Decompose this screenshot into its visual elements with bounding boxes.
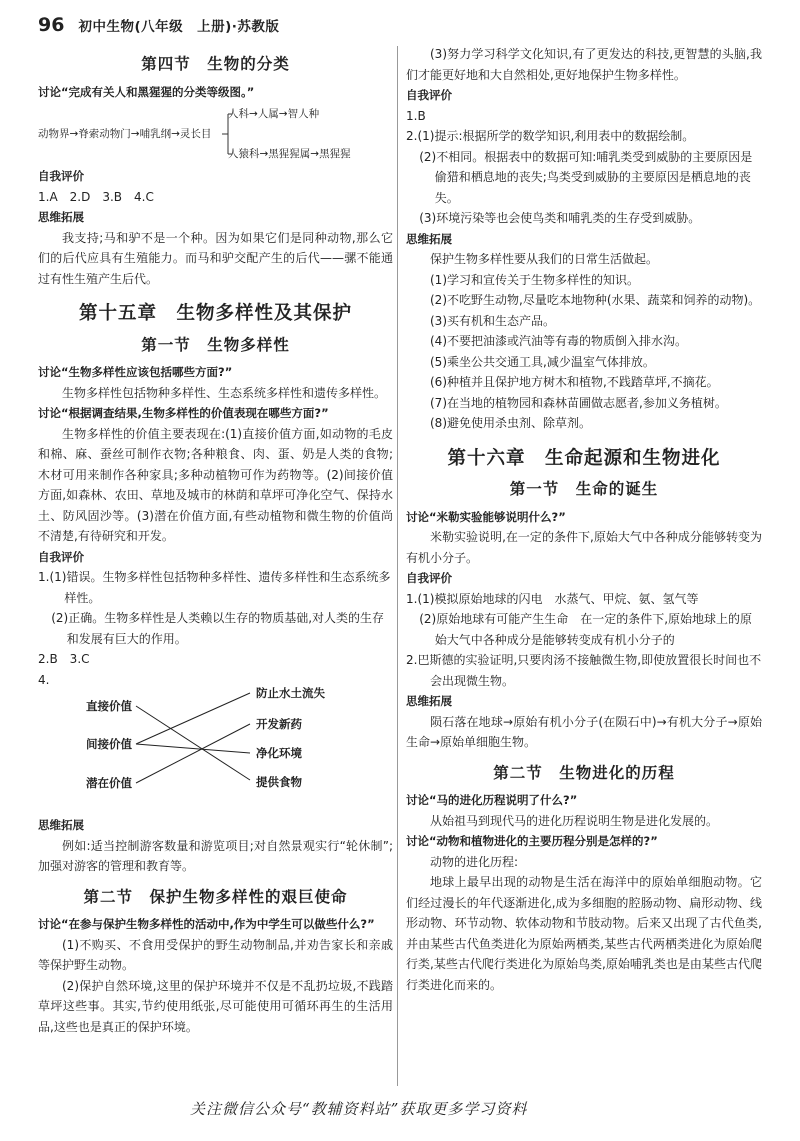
discussion-answer: (3)努力学习科学文化知识,有了更发达的科技,更智慧的头脑,我们才能更好地和大自然相处,更好地保护生物多样性。 (406, 47, 762, 82)
self-eval-label: 自我评价 (406, 571, 452, 585)
thinking-label: 思维拓展 (38, 818, 84, 832)
section-title: 第二节 生物进化的历程 (493, 763, 675, 782)
thinking-label: 思维拓展 (406, 694, 452, 708)
answer-item: 1.(1)模拟原始地球的闪电 水蒸气、甲烷、氨、氢气等 (406, 591, 699, 606)
footer-note: 关注微信公众号“教辅资料站”获取更多学习资料 (190, 1100, 528, 1118)
answers: 2.B 3.C (38, 652, 90, 666)
right-column (406, 44, 762, 995)
discussion-answer: 生物多样性的价值主要表现在:(1)直接价值方面,如动物的毛皮和棉、麻、蚕丝可制作衣物;各种粮食、肉、蛋、奶是人类的食物;木材可用来制作各种家具;多种动植物可作为药物等。(2)间接价值方面,如森林、农田、草地及城市的林荫和草坪可净化空气、保持水土、防风固沙等。(3)潜在价值方面,有些动植物和微生物的价值尚不清楚,有待研究和开发。 (38, 426, 393, 543)
use-medicine: 开发新药 (256, 717, 302, 731)
answer-item: 2.巴斯德的实验证明,只要肉汤不接触微生物,即使放置很长时间也不会出现微生物。 (406, 653, 762, 688)
thinking-label: 思维拓展 (406, 231, 452, 246)
thinking-label: 思维拓展 (38, 210, 84, 224)
answer-item: (3)环境污染等也会使鸟类和哺乳类的生存受到威胁。 (419, 211, 701, 225)
chapter-title: 第十六章 生命起源和生物进化 (447, 447, 721, 469)
value-indirect: 间接价值 (86, 737, 132, 751)
thinking-intro: 保护生物多样性要从我们的日常生活做起。 (430, 252, 659, 266)
answer-item: 1.(1)错误。生物多样性包括物种多样性、遗传多样性和生态系统多样性。 (38, 570, 391, 605)
use-environment: 净化环境 (256, 746, 302, 760)
page-header (38, 14, 279, 44)
discussion-question: 讨论“动物和植物进化的主要历程分别是怎样的?” (406, 834, 658, 848)
thinking-text: 我支持;马和驴不是一个种。因为如果它们是同种动物,那么它们的后代应具有生殖能力。而马和驴交配产生的后代——骡不能通过有性生殖产生后代。 (38, 230, 393, 286)
self-eval-label: 自我评价 (38, 169, 84, 183)
discussion-question: 讨论“生物多样性应该包括哪些方面?” (38, 365, 233, 379)
discussion-question: 讨论“在参与保护生物多样性的活动中,作为中学生可以做些什么?” (38, 917, 375, 931)
use-food: 提供食物 (256, 775, 302, 789)
use-soil: 防止水土流失 (256, 686, 325, 700)
answer-item: 2.(1)提示:根据所学的数学知识,利用表中的数据绘制。 (406, 129, 695, 143)
answer-item: (2)不相同。根据表中的数据可知:哺乳类受到威胁的主要原因是偷猎和栖息地的丧失;鸟类受到威胁的主要原因是栖息地的丧失。 (419, 149, 753, 205)
answer-item: (2)正确。生物多样性是人类赖以生存的物质基础,对人类的生存和发展有巨大的作用。 (51, 611, 385, 646)
section-title: 第一节 生物多样性 (141, 335, 290, 354)
list-item: (1)学习和宣传关于生物多样性的知识。 (430, 272, 639, 287)
discussion-answer: 地球上最早出现的动物是生活在海洋中的原始单细胞动物。它们经过漫长的年代逐渐进化,成为多细胞的腔肠动物、扁形动物、线形动物、环节动物、软体动物和节肢动物。后来又出现了古代鱼类,并由某些古代鱼类进化为原始两栖类,某些古代两栖类进化为原始爬行类,某些古代爬行类进化为原始鸟类,原始哺乳类也是由某些古代爬行类进化而来的。 (406, 875, 762, 992)
list-item: (2)不吃野生动物,尽量吃本地物种(水果、蔬菜和饲养的动物)。 (430, 293, 761, 307)
list-item: (6)种植并且保护地方树木和植物,不践踏草坪,不摘花。 (430, 375, 719, 389)
diagram-branch-human: 人科→人属→智人种 (228, 108, 320, 120)
left-column (38, 44, 393, 1037)
discussion-answer: (2)保护自然环境,这里的保护环境并不仅是不乱扔垃圾,不践踏草坪这些事。其实,节约使用纸张,尽可能使用可循环再生的生活用品,这些也是真正的保护环境。 (38, 978, 393, 1034)
matching-diagram (38, 686, 393, 815)
book-title: 初中生物(八年级 上册)·苏教版 (78, 19, 280, 35)
discussion-question: 讨论“米勒实验能够说明什么?” (406, 509, 566, 524)
value-potential: 潜在价值 (86, 776, 132, 790)
question-number: 4. (38, 672, 50, 687)
diagram-bracket (220, 102, 250, 166)
discussion-answer: (1)不购买、不食用受保护的野生动物制品,并劝告家长和亲戚等保护野生动物。 (38, 937, 393, 972)
chapter-title: 第十五章 生物多样性及其保护 (78, 303, 352, 324)
answers: 1.A 2.D 3.B 4.C (38, 189, 154, 204)
answers: 1.B (406, 108, 426, 123)
list-item: (8)避免使用杀虫剂、除草剂。 (430, 416, 591, 430)
discussion-answer: 米勒实验说明,在一定的条件下,原始大气中各种成分能够转变为有机小分子。 (406, 530, 762, 565)
discussion-question: 讨论“根据调查结果,生物多样性的价值表现在哪些方面?” (38, 406, 329, 420)
section-title: 第二节 保护生物多样性的艰巨使命 (83, 887, 348, 906)
page-number: 96 (38, 14, 65, 36)
classification-diagram (38, 102, 393, 166)
column-divider (397, 46, 398, 1086)
value-direct: 直接价值 (86, 699, 132, 713)
list-item: (5)乘坐公共交通工具,减少温室气体排放。 (430, 354, 655, 369)
list-item: (3)买有机和生态产品。 (430, 313, 555, 328)
discussion-question: 讨论“马的进化历程说明了什么?” (406, 793, 578, 807)
diagram-trunk: 动物界→脊索动物门→哺乳纲→灵长目 (38, 128, 212, 140)
discussion-answer: 从始祖马到现代马的进化历程说明生物是进化发展的。 (430, 813, 719, 828)
list-item: (7)在当地的植物园和森林苗圃做志愿者,参加义务植树。 (430, 395, 727, 410)
self-eval-label: 自我评价 (406, 88, 452, 102)
thinking-text: 陨石落在地球→原始有机小分子(在陨石中)→有机大分子→原始生命→原始单细胞生物。 (406, 714, 762, 749)
list-item: (4)不要把油漆或汽油等有毒的物质倒入排水沟。 (430, 334, 687, 348)
discussion-answer: 生物多样性包括物种多样性、生态系统多样性和遗传多样性。 (62, 385, 387, 400)
thinking-text: 例如:适当控制游客数量和游览项目;对自然景观实行“轮休制”;加强对游客的管理和教育等。 (38, 838, 393, 873)
self-eval-label: 自我评价 (38, 549, 84, 564)
section-title: 第一节 生命的诞生 (509, 480, 659, 498)
discussion-question: 讨论“完成有关人和黑猩猩的分类等级图。” (38, 84, 255, 99)
section-title: 第四节 生物的分类 (141, 55, 290, 73)
answer-item: (2)原始地球有可能产生生命 在一定的条件下,原始地球上的原始大气中各种成分是能够转变成有机小分子的 (419, 612, 753, 647)
diagram-branch-chimp: 人猿科→黑猩猩属→黑猩猩 (228, 148, 351, 160)
discussion-answer: 动物的进化历程: (430, 854, 519, 869)
